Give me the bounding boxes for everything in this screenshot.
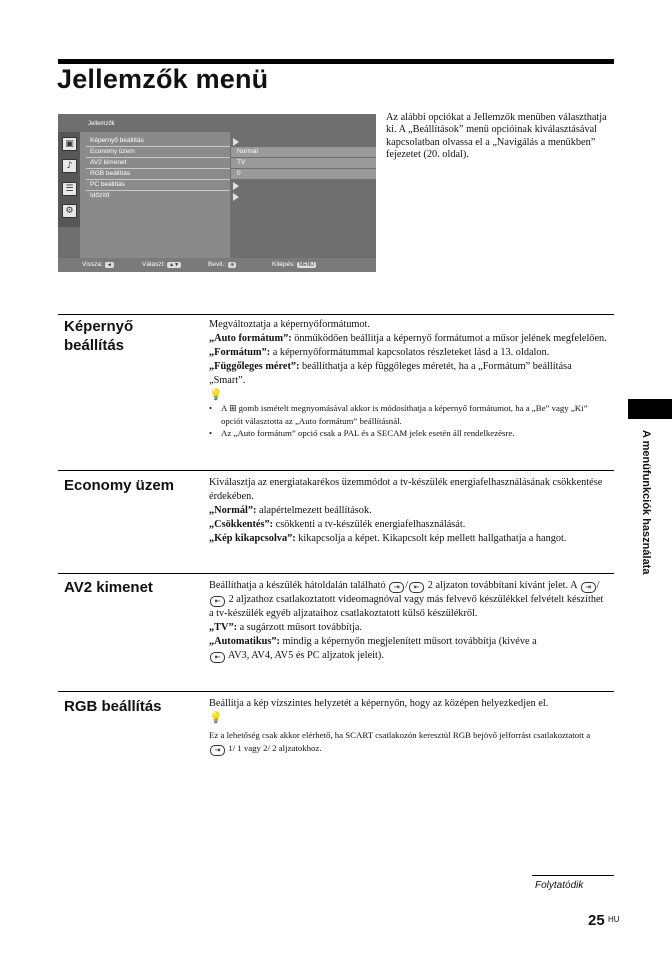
screen-item: Képernyő beállítás — [90, 137, 144, 144]
tip-icon: 💡 — [209, 388, 223, 401]
section-title-rgb: RGB beállítás — [64, 698, 162, 715]
screen-item: RGB beállítás — [90, 170, 131, 177]
screen-item: Időzítő — [90, 192, 110, 199]
section-title-screen: Képernyő beállítás — [64, 318, 134, 354]
footer-exit: Kilépés: MENU — [272, 261, 314, 268]
submenu-arrow-icon — [233, 193, 239, 201]
screen-separator — [86, 179, 230, 180]
updown-key-icon: ▲▼ — [169, 262, 180, 268]
section-title-economy: Economy üzem — [64, 477, 175, 494]
screen-item: Economy üzem — [90, 148, 135, 155]
input-icon: ⇤ — [210, 652, 225, 663]
intro-text: Az alábbi opciókat a Jellemzők menüben választhatja ki. A „Beállítások” menü opcióinak kiválasztásával kapcsolatban olvassa el a „Navigálás a menükben” fejezetet (20. oldal). — [386, 112, 607, 161]
screen-item: AV2 kimenet — [90, 159, 127, 166]
screen-value: Normál — [231, 147, 376, 157]
scart-in-icon: ⇥ — [210, 745, 225, 756]
scart-out-icon: ⇤ — [409, 582, 424, 593]
screen-separator — [86, 190, 230, 191]
section-title-av2: AV2 kimenet — [64, 579, 153, 596]
section-rule — [58, 573, 614, 574]
footer-enter: Bevit.: ⊕ — [208, 261, 235, 268]
screen-separator — [86, 157, 230, 158]
setup-icon: ⚙ — [62, 204, 77, 218]
screen-value: 0 — [231, 169, 376, 179]
continued-rule — [532, 875, 614, 876]
scart-in-icon: ⇥ — [389, 582, 404, 593]
features-icon: ☰ — [62, 182, 77, 196]
screen-item: PC beállítás — [90, 181, 126, 188]
section-tab — [628, 399, 672, 419]
footer-back: Vissza: ◄ — [82, 261, 112, 268]
page-title: Jellemzők menü — [57, 64, 269, 94]
section-body-economy: Kiválasztja az energiatakarékos üzemmódot a tv-készülék energiafelhasználásának csökkentése érdekében. „Normál”: alapértelmezett beállítások. „Csökkentés”: csökkenti a tv-készülék energiafelhasználását. „Kép kikapcsolva”: kikapcsolja a képet. Kikapcsolt kép mellett hallgathatja a hangot. — [209, 477, 603, 544]
screen-value: TV — [231, 158, 376, 168]
section-rule — [58, 314, 614, 315]
side-label: A menüfunkciók használata — [640, 430, 652, 575]
section-body-screen: Megváltoztatja a képernyőformátumot. „Auto formátum”: önműködően beállítja a képernyő formátumot a műsor jelének megfelelően. „Formátum”: a képernyőformátummal kapcsolatos részleteket lásd a 13. oldalon. „Függőleges méret”: beállíthatja a kép függőleges méretét, ha a „Formátum” beállítása „Smart”. 💡 • A ⊞ gomb ismételt megnyomásával akkor is módosíthatja a képernyő formátumot, ha a „Be” vagy „Ki” opciót választotta az „Auto formátum” beállításnál. • Az „Auto formátum” opció csak a PAL és a SECAM jelek esetén áll rendelkezésre. — [209, 318, 609, 440]
screen-separator — [86, 168, 230, 169]
sound-icon: ♪ — [62, 159, 77, 173]
continued-label: Folytatódik — [535, 880, 584, 891]
section-body-av2: Beállíthatja a készülék hátoldalán található ⇥ / ⇤ 2 aljzaton továbbítani kívánt jelet. A ⇥ /⇤ 2 aljzathoz csatlakoztatott videomagnóval vagy más felvevő készülékkel felvételt készíthet a tv-készülék egyéb aljzataihoz csatlakoztatott külső készülékről. „TV”: a sugárzott műsort továbbítja. „Automatikus”: mindig a képernyőn megjelenített műsort továbbítja (kivéve a ⇤ AV3, AV4, AV5 és PC aljzatok jeleit). — [209, 580, 604, 661]
enter-key-icon: ⊕ — [230, 262, 235, 268]
scart-in-icon: ⇥ — [581, 582, 596, 593]
footer-select: Választ: ▲▼ — [142, 261, 180, 268]
scart-out-icon: ⇤ — [210, 596, 225, 607]
screen-menu-title: Jellemzők — [88, 121, 115, 127]
section-body-rgb: Beállítja a kép vízszintes helyzetét a képernyőn, hogy az középen helyezkedjen el. 💡 Ez a lehetőség csak akkor elérhető, ha SCART csatlakozón keresztül RGB bejövő jelforrást csatlakoztatott a ⇥ 1/ 1 vagy 2/ 2 aljzatokhoz. — [209, 697, 609, 756]
screen-separator — [86, 146, 230, 147]
section-rule — [58, 691, 614, 692]
picture-icon: ▣ — [62, 137, 77, 151]
section-rule — [58, 470, 614, 471]
back-key-icon: ◄ — [106, 262, 112, 268]
submenu-arrow-icon — [233, 138, 239, 146]
menu-key: MENU — [299, 262, 314, 268]
page-number: 25 — [588, 912, 605, 929]
page-lang: HU — [608, 915, 620, 924]
tip-icon: 💡 — [209, 711, 223, 724]
submenu-arrow-icon — [233, 182, 239, 190]
